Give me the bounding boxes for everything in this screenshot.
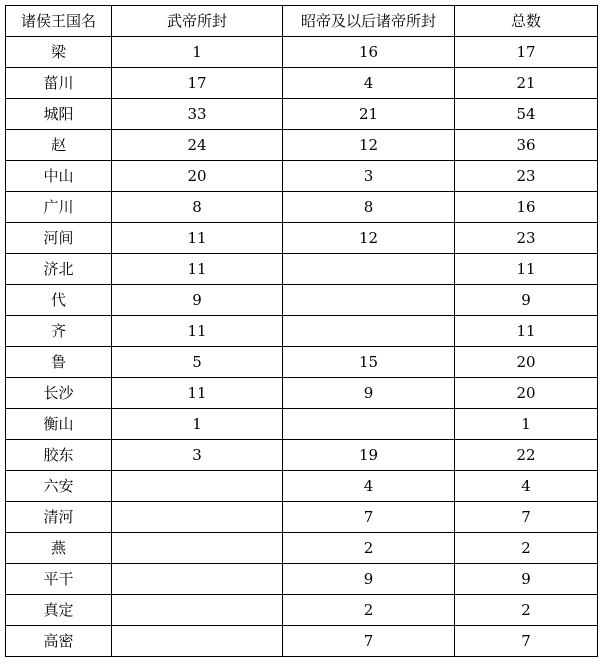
header-later-emperors-enfeoffed: 昭帝及以后诸帝所封: [283, 6, 455, 37]
cell-kingdom-name: 胶东: [6, 440, 112, 471]
table-row: [6, 409, 598, 440]
cell-total: 4: [455, 471, 598, 502]
table-row: [6, 192, 598, 223]
cell-later-count: 9: [283, 564, 455, 595]
cell-kingdom-name: 燕: [6, 533, 112, 564]
cell-total: 20: [455, 378, 598, 409]
cell-later-count: 8: [283, 192, 455, 223]
kingdoms-table: [5, 5, 598, 657]
cell-kingdom-name: 城阳: [6, 99, 112, 130]
table-row: [6, 316, 598, 347]
cell-total: 23: [455, 223, 598, 254]
cell-wudi-count: 11: [112, 316, 283, 347]
cell-wudi-count: 11: [112, 254, 283, 285]
cell-wudi-count: 11: [112, 378, 283, 409]
cell-later-count: 7: [283, 626, 455, 657]
cell-later-count: 3: [283, 161, 455, 192]
cell-wudi-count: 3: [112, 440, 283, 471]
table-row: [6, 533, 598, 564]
cell-wudi-count: 8: [112, 192, 283, 223]
cell-later-count: 21: [283, 99, 455, 130]
cell-total: 36: [455, 130, 598, 161]
cell-later-count: 2: [283, 533, 455, 564]
table-row: [6, 347, 598, 378]
header-wudi-enfeoffed: 武帝所封: [112, 6, 283, 37]
cell-kingdom-name: 衡山: [6, 409, 112, 440]
table-row: [6, 440, 598, 471]
cell-kingdom-name: 清河: [6, 502, 112, 533]
table-body: [6, 37, 598, 657]
cell-later-count: 16: [283, 37, 455, 68]
table-row: [6, 130, 598, 161]
cell-kingdom-name: 中山: [6, 161, 112, 192]
cell-total: 17: [455, 37, 598, 68]
table-row: [6, 471, 598, 502]
cell-kingdom-name: 梁: [6, 37, 112, 68]
table-row: [6, 595, 598, 626]
cell-total: 7: [455, 626, 598, 657]
cell-total: 1: [455, 409, 598, 440]
data-table-container: [5, 5, 597, 657]
cell-later-count: 2: [283, 595, 455, 626]
table-row: [6, 68, 598, 99]
cell-total: 9: [455, 285, 598, 316]
cell-wudi-count: 5: [112, 347, 283, 378]
cell-later-count: 4: [283, 68, 455, 99]
cell-later-count: 7: [283, 502, 455, 533]
cell-wudi-count: [112, 595, 283, 626]
table-row: [6, 378, 598, 409]
cell-later-count: [283, 285, 455, 316]
cell-kingdom-name: 齐: [6, 316, 112, 347]
cell-later-count: [283, 409, 455, 440]
cell-later-count: 19: [283, 440, 455, 471]
cell-wudi-count: 24: [112, 130, 283, 161]
cell-wudi-count: 17: [112, 68, 283, 99]
cell-total: 21: [455, 68, 598, 99]
cell-wudi-count: [112, 502, 283, 533]
cell-wudi-count: [112, 626, 283, 657]
cell-total: 54: [455, 99, 598, 130]
cell-kingdom-name: 广川: [6, 192, 112, 223]
cell-wudi-count: [112, 564, 283, 595]
table-header: [6, 6, 598, 37]
cell-later-count: 15: [283, 347, 455, 378]
cell-kingdom-name: 平干: [6, 564, 112, 595]
table-row: [6, 564, 598, 595]
cell-wudi-count: 20: [112, 161, 283, 192]
cell-kingdom-name: 河间: [6, 223, 112, 254]
cell-later-count: [283, 316, 455, 347]
cell-wudi-count: 9: [112, 285, 283, 316]
header-total: 总数: [455, 6, 598, 37]
cell-wudi-count: [112, 533, 283, 564]
cell-total: 11: [455, 316, 598, 347]
table-row: [6, 223, 598, 254]
cell-wudi-count: [112, 471, 283, 502]
cell-later-count: 12: [283, 130, 455, 161]
cell-total: 7: [455, 502, 598, 533]
table-row: [6, 502, 598, 533]
cell-later-count: 4: [283, 471, 455, 502]
cell-later-count: 12: [283, 223, 455, 254]
table-row: [6, 285, 598, 316]
cell-kingdom-name: 赵: [6, 130, 112, 161]
header-row: [6, 6, 598, 37]
cell-wudi-count: 1: [112, 37, 283, 68]
header-kingdom-name: 诸侯王国名: [6, 6, 112, 37]
cell-total: 20: [455, 347, 598, 378]
cell-later-count: [283, 254, 455, 285]
cell-kingdom-name: 六安: [6, 471, 112, 502]
cell-kingdom-name: 高密: [6, 626, 112, 657]
cell-total: 22: [455, 440, 598, 471]
cell-total: 9: [455, 564, 598, 595]
table-row: [6, 161, 598, 192]
table-row: [6, 99, 598, 130]
cell-kingdom-name: 长沙: [6, 378, 112, 409]
cell-total: 11: [455, 254, 598, 285]
cell-kingdom-name: 济北: [6, 254, 112, 285]
cell-wudi-count: 1: [112, 409, 283, 440]
cell-kingdom-name: 代: [6, 285, 112, 316]
cell-total: 16: [455, 192, 598, 223]
cell-later-count: 9: [283, 378, 455, 409]
cell-total: 2: [455, 595, 598, 626]
cell-wudi-count: 33: [112, 99, 283, 130]
table-row: [6, 254, 598, 285]
cell-kingdom-name: 真定: [6, 595, 112, 626]
cell-kingdom-name: 鲁: [6, 347, 112, 378]
cell-kingdom-name: 菑川: [6, 68, 112, 99]
table-row: [6, 37, 598, 68]
cell-total: 2: [455, 533, 598, 564]
cell-wudi-count: 11: [112, 223, 283, 254]
cell-total: 23: [455, 161, 598, 192]
table-row: [6, 626, 598, 657]
